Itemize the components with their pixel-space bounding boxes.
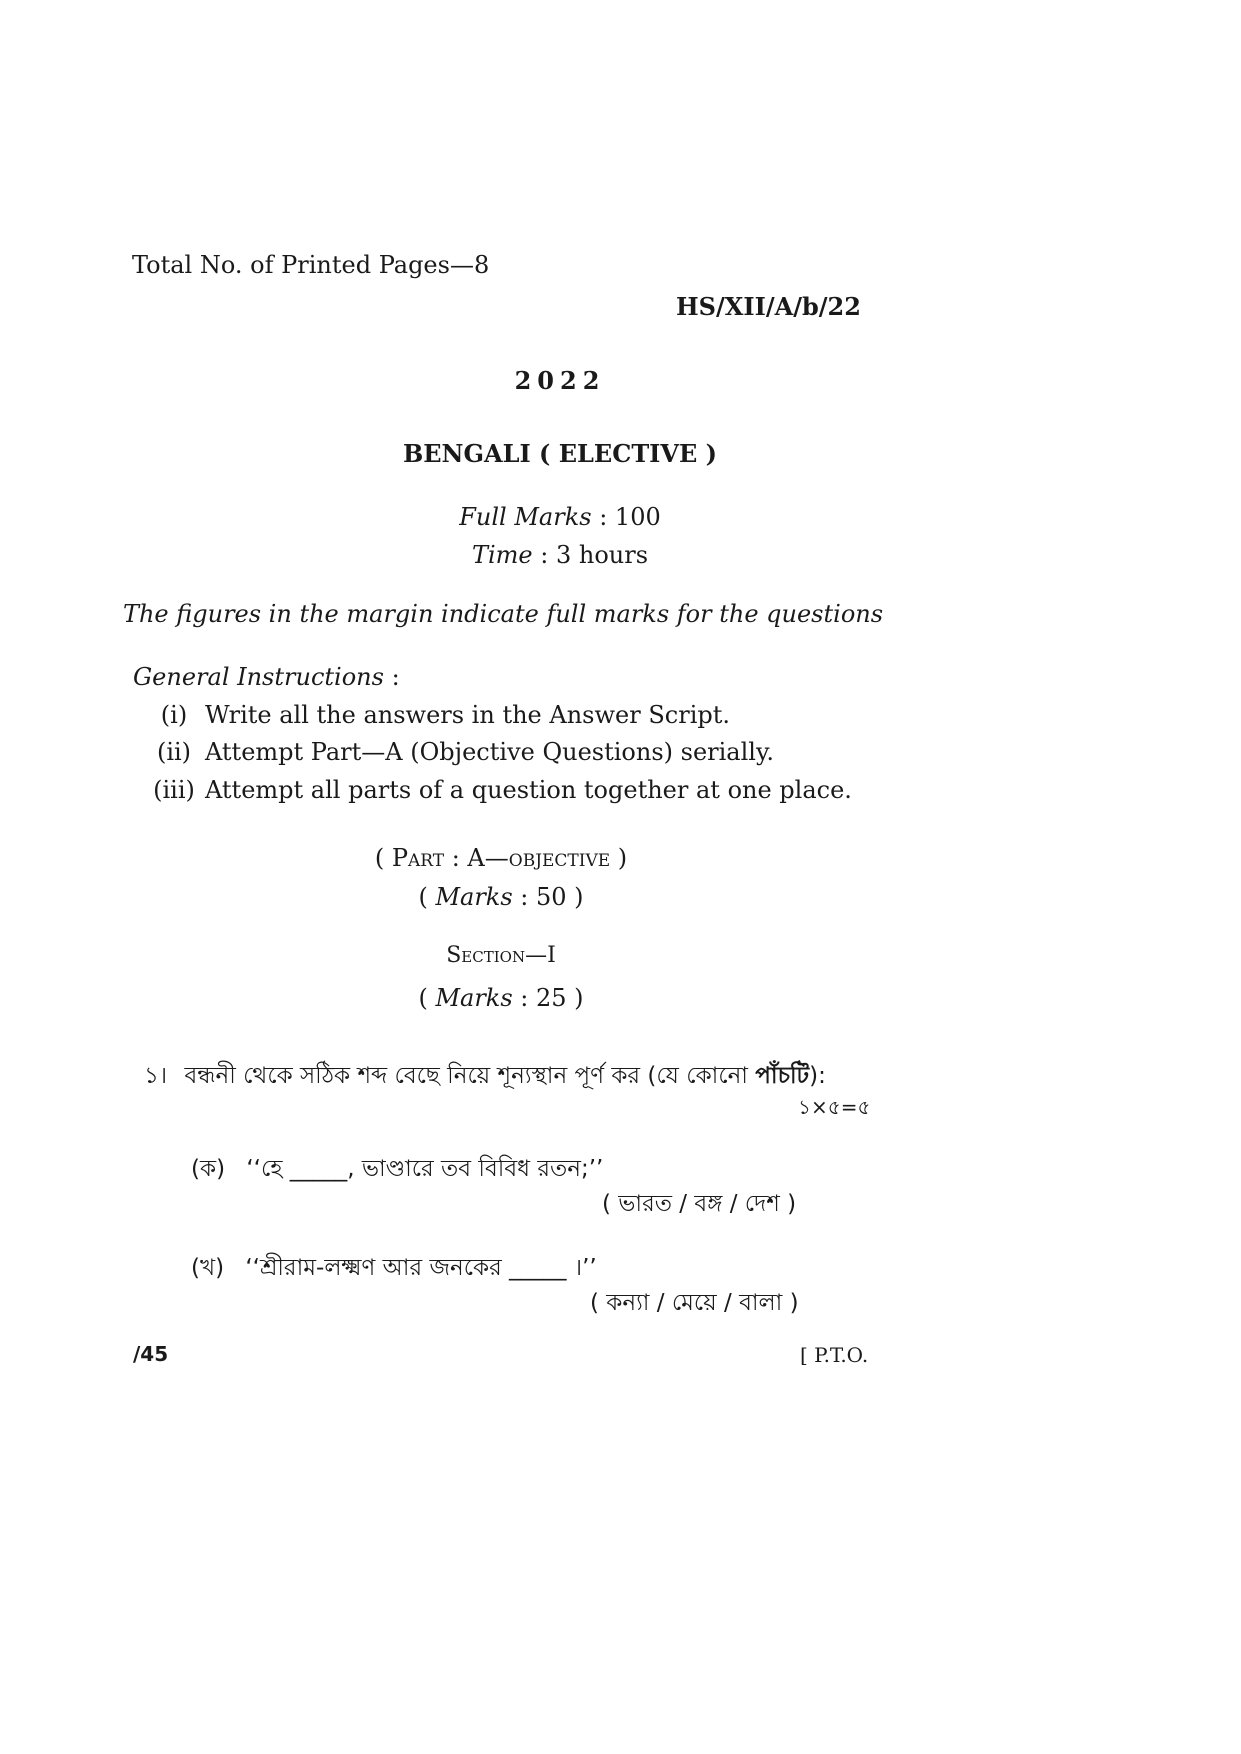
- instruction-item: [143, 776, 852, 804]
- instruction-number: (ii): [156, 738, 192, 766]
- pto-note: [ P.T.O.: [800, 1343, 869, 1367]
- instruction-text: Attempt all parts of a question together at one place.: [205, 776, 852, 804]
- instruction-text: Attempt Part—A (Objective Questions) serially.: [205, 738, 774, 766]
- section-marks-open: (: [418, 984, 436, 1012]
- time-label: Time: [471, 541, 533, 569]
- question-part-line: ‘‘হে _____, ভাণ্ডারে তব বিবিধ রতন;’’: [246, 1156, 604, 1182]
- instruction-item: [143, 701, 730, 729]
- instruction-item: [143, 738, 774, 766]
- full-marks-value: : 100: [591, 503, 661, 531]
- question-text: [184, 1063, 825, 1089]
- page-code: /45: [133, 1342, 169, 1366]
- section-title: Section—I: [446, 943, 556, 968]
- question-number: ১।: [144, 1063, 168, 1089]
- full-marks: [0, 503, 1120, 531]
- part-a-title: ( Part : A—objective ): [374, 844, 628, 872]
- part-a-marks-label: Marks: [435, 883, 513, 911]
- subject-title: BENGALI ( ELECTIVE ): [402, 439, 718, 468]
- full-marks-label: Full Marks: [459, 503, 592, 531]
- general-instructions-colon: :: [383, 663, 400, 691]
- instruction-number: (i): [160, 701, 188, 729]
- general-instructions-heading: [133, 663, 400, 691]
- section-marks-label: Marks: [435, 984, 513, 1012]
- question-part-line: ‘‘শ্রীরাম-লক্ষ্মণ আর জনকের _____ ।’’: [245, 1255, 597, 1281]
- question-part-label: (ক): [191, 1156, 226, 1182]
- section-marks: [0, 984, 1002, 1012]
- instruction-text: Write all the answers in the Answer Script.: [205, 701, 730, 729]
- question-part-label: (খ): [191, 1255, 225, 1281]
- general-instructions-label: General Instructions: [133, 663, 384, 691]
- margin-note: The figures in the margin indicate full marks for the questions: [122, 600, 884, 628]
- question-part: [191, 1150, 603, 1189]
- instruction-number: (iii): [153, 776, 195, 804]
- question-text-end: ):: [809, 1063, 826, 1089]
- time-allowed: [0, 541, 1120, 569]
- time-value: : 3 hours: [532, 541, 649, 569]
- paper-code: HS/XII/A/b/22: [676, 292, 861, 321]
- question-text-bold: পাঁচটি: [755, 1063, 810, 1089]
- question-part-options: ( ভারত / বঙ্গ / দেশ ): [602, 1191, 797, 1217]
- part-a-marks: [0, 883, 1002, 911]
- section-marks-value: : 25 ): [512, 984, 584, 1012]
- question-text-main: বন্ধনী থেকে সঠিক শব্দ বেছে নিয়ে শূন্যস্থান পূর্ণ কর (যে কোনো: [184, 1063, 756, 1089]
- part-a-marks-open: (: [418, 883, 436, 911]
- question-1: [144, 1057, 826, 1096]
- part-a-marks-value: : 50 ): [512, 883, 584, 911]
- question-1-marks: ১×৫=৫: [798, 1095, 871, 1119]
- question-part: [191, 1249, 597, 1288]
- exam-year: 2022: [514, 366, 606, 395]
- question-part-options: ( কন্যা / মেয়ে / বালা ): [590, 1290, 799, 1316]
- printed-pages-count: Total No. of Printed Pages—8: [132, 251, 490, 279]
